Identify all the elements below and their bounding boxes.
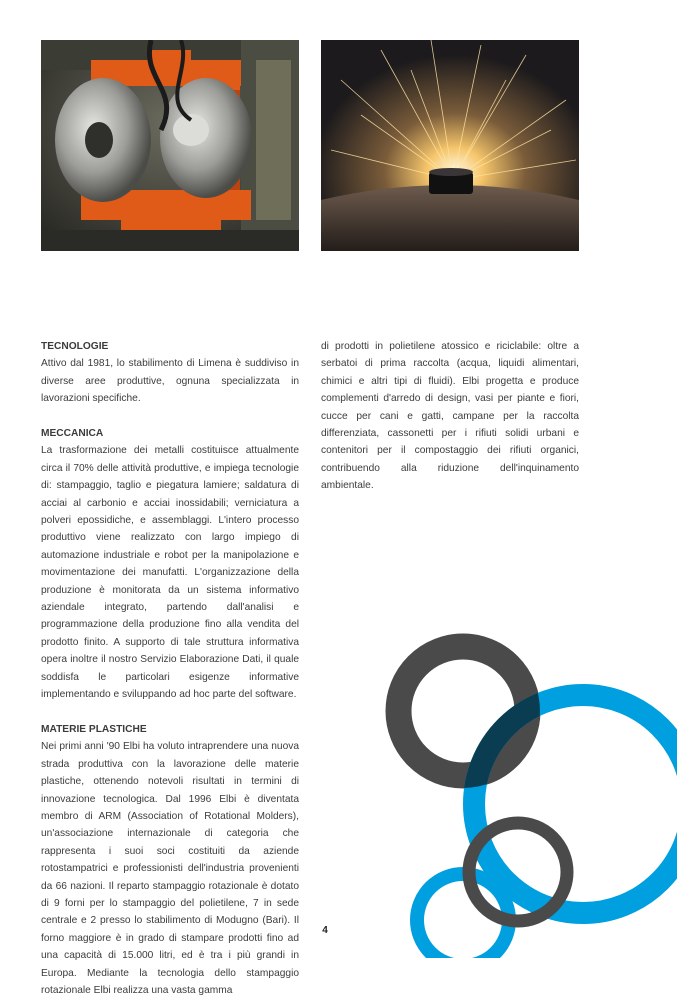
section-heading-materie-plastiche: MATERIE PLASTICHE xyxy=(41,723,147,735)
page-number: 4 xyxy=(322,925,328,936)
section-heading-tecnologie: TECNOLOGIE xyxy=(41,341,109,352)
text-column-left xyxy=(41,338,299,999)
continuation-paragraph: di prodotti in polietilene atossico e riciclabile: oltre a serbatoi di prima raccolta (acqua, liquidi alimentari, chimici e altri tipi di fluidi). Elbi progetta e produce complementi d'arredo di design, vasi per piante e fiori, cucce per cani e gatti, campane per la raccolta differenziata, cassonetti per i rifiuti solidi urbani e contenitori per il compostaggio dei rifiuti organici, contribuendo alla riduzione dell'inquinamento ambientale. xyxy=(321,341,579,492)
section-heading-meccanica: MECCANICA xyxy=(41,428,104,440)
section-body-meccanica: La trasformazione dei metalli costituisce attualmente circa il 70% delle attività produttive, e impiega tecnologie di: stampaggio, taglio e piegatura lamiere; saldatura di acciai al carbonio e acciai inossidabili; verniciatura a polveri epossidiche, e assemblaggi. L'intero processo produttivo viene realizzato con largo impiego di automazione industriale e robot per la manipolazione e movimentazione dei manufatti. L'organizzazione della produzione è monitorata da un sistema informativo aziendale integrato, partendo dall'analisi e programmazione della produzione fino alla vendita del prodotto finito. A supporto di tale struttura informativa opera inoltre il nostro Servizio Elaborazione Dati, il quale soddisfa le particolari esigenze informative implementando e sviluppando ad hoc parte del software. xyxy=(41,445,299,701)
industrial-machine-photo xyxy=(41,40,299,251)
section-body-tecnologie: Attivo dal 1981, lo stabilimento di Limena è suddiviso in diverse aree produttive, ognuna specializzata in lavorazioni specifiche. xyxy=(41,358,299,405)
welding-sparks-photo xyxy=(321,40,579,251)
section-body-materie-plastiche: Nei primi anni '90 Elbi ha voluto intraprendere una nuova strada produttiva con la lavorazione delle materie plastiche, ottenendo notevoli risultati in termini di innovazione tecnologica. Dal 1996 Elbi è diventata membro di ARM (Association of Rotational Molders), un'associazione internazionale di categoria che rappresenta i suoi soci costituiti da aziende rotostampatrici e professionisti dell'industria provenienti da 66 nazioni. Il reparto stampaggio rotazionale è dotato di 9 forni per lo stampaggio del polietilene, 7 in sede centrale e 2 presso lo stabilimento di Modugno (Bari). Il forno maggiore è in grado di stampare prodotti fino ad una capacità di 15.000 litri, ed è tra i più grandi in Europa. Mediante la tecnologia dello stampaggio rotazionale Elbi realizza una vasta gamma xyxy=(41,741,299,996)
text-column-right xyxy=(321,338,579,495)
